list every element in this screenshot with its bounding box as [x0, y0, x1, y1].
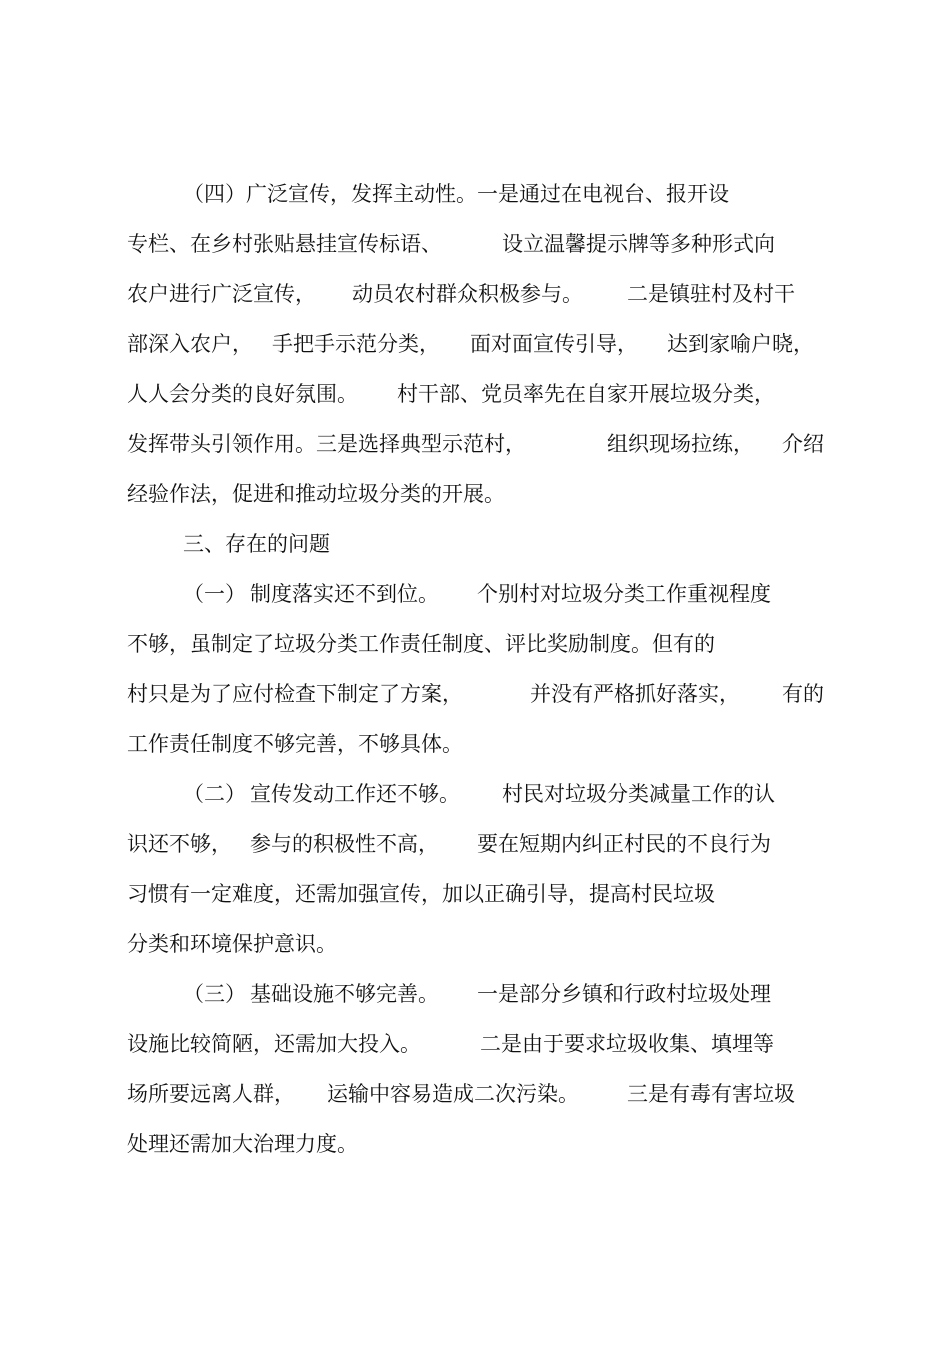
text-segment: 并没有严格抓好落实， [530, 682, 740, 706]
text-segment: 工作责任制度不够完善，不够具体。 [127, 732, 463, 756]
text-segment: 有的 [782, 682, 824, 706]
text-line [0, 1129, 950, 1159]
text-segment: （四）广泛宣传，发挥主动性。一是通过在电视台、报开设 [183, 182, 729, 206]
text-segment: 参与的积极性不高， [250, 832, 439, 856]
text-segment: （三） [183, 982, 246, 1006]
text-segment: 手把手示范分类， [272, 332, 440, 356]
text-line [0, 379, 950, 409]
text-segment: 组织现场拉练， [607, 432, 754, 456]
text-line [0, 279, 950, 309]
text-line [0, 429, 950, 459]
text-line [0, 229, 950, 259]
text-segment: 部深入农户， [127, 332, 253, 356]
text-line [0, 829, 950, 859]
text-segment: 习惯有一定难度，还需加强宣传，加以正确引导，提高村民垃圾 [127, 882, 715, 906]
text-line [0, 579, 950, 609]
text-segment: 不够，虽制定了垃圾分类工作责任制度、评比奖励制度。但有的 [127, 632, 715, 656]
text-segment: 发挥带头引领作用。三是选择典型示范村， [127, 432, 526, 456]
text-segment: 人人会分类的良好氛围。 [127, 382, 358, 406]
text-line [0, 979, 950, 1009]
text-segment: 村只是为了应付检查下制定了方案， [127, 682, 463, 706]
text-segment: 经验作法，促进和推动垃圾分类的开展。 [127, 482, 505, 506]
text-line [0, 329, 950, 359]
text-line [0, 779, 950, 809]
text-segment: 村干部、党员率先在自家开展垃圾分类， [397, 382, 775, 406]
section-title: 三、存在的问题 [183, 532, 330, 556]
text-segment: （二） [183, 782, 246, 806]
text-segment: 动员农村群众积极参与。 [352, 282, 583, 306]
text-line [0, 879, 950, 909]
text-line [0, 629, 950, 659]
text-segment: 要在短期内纠正村民的不良行为 [477, 832, 771, 856]
text-segment: 一是部分乡镇和行政村垃圾处理 [477, 982, 771, 1006]
text-segment: 二是由于要求垃圾收集、填埋等 [480, 1032, 774, 1056]
text-line [0, 729, 950, 759]
text-line [0, 679, 950, 709]
text-segment: 设立温馨提示牌等多种形式向 [502, 232, 775, 256]
text-segment: 分类和环境保护意识。 [127, 932, 337, 956]
text-line [0, 179, 950, 209]
text-segment: 设施比较简陋，还需加大投入。 [127, 1032, 421, 1056]
text-segment: 场所要远离人群， [127, 1082, 295, 1106]
text-segment: 二是镇驻村及村干 [627, 282, 795, 306]
text-segment: 面对面宣传引导， [470, 332, 638, 356]
text-line [0, 929, 950, 959]
text-segment: 达到家喻户晓， [667, 332, 814, 356]
text-segment: 专栏、在乡村张贴悬挂宣传标语、 [127, 232, 442, 256]
text-segment: （一） [183, 582, 246, 606]
text-segment: 基础设施不够完善。 [250, 982, 439, 1006]
text-segment: 宣传发动工作还不够。 [250, 782, 460, 806]
text-segment: 运输中容易造成二次污染。 [327, 1082, 579, 1106]
text-line [0, 1029, 950, 1059]
text-segment: 处理还需加大治理力度。 [127, 1132, 358, 1156]
section-heading [0, 529, 950, 559]
text-segment: 识还不够， [127, 832, 232, 856]
text-segment: 制度落实还不到位。 [250, 582, 439, 606]
text-segment: 农户进行广泛宣传， [127, 282, 316, 306]
text-line [0, 1079, 950, 1109]
text-segment: 介绍 [782, 432, 824, 456]
text-segment: 村民对垃圾分类减量工作的认 [502, 782, 775, 806]
text-line [0, 479, 950, 509]
text-segment: 个别村对垃圾分类工作重视程度 [477, 582, 771, 606]
text-segment: 三是有毒有害垃圾 [627, 1082, 795, 1106]
